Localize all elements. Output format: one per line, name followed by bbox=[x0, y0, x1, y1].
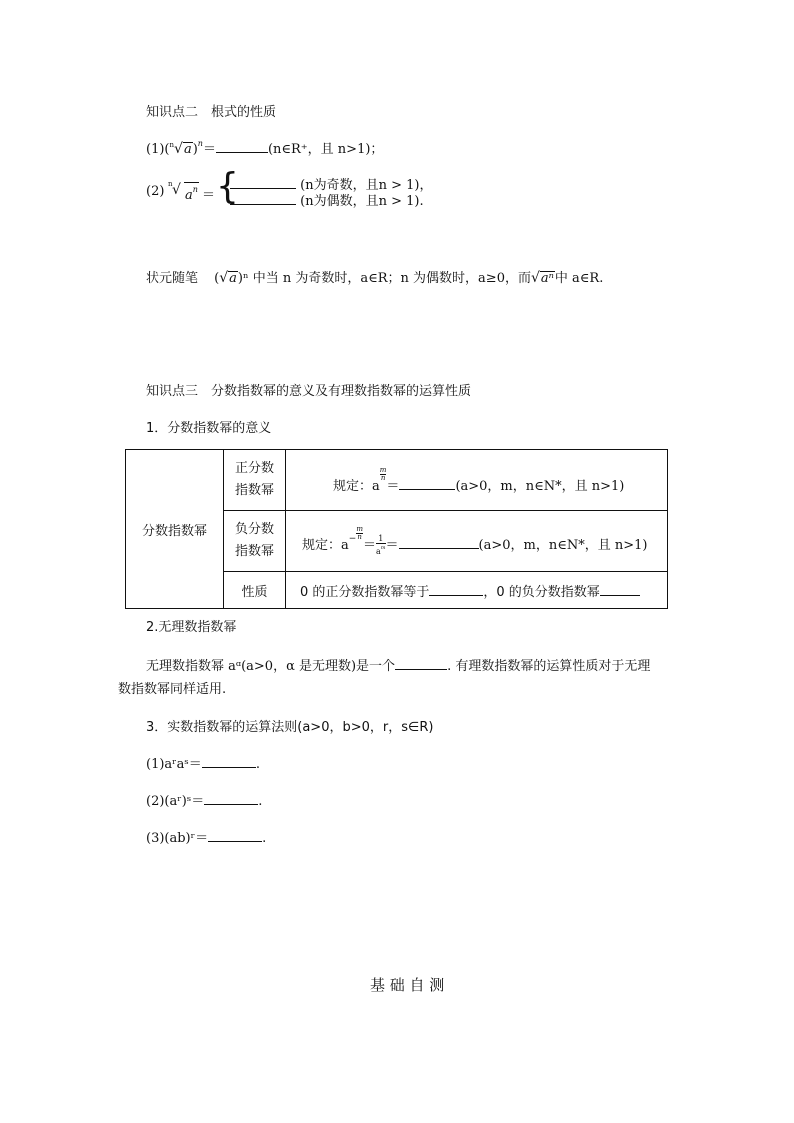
table-label-property: 性质 bbox=[224, 572, 286, 609]
answer-blank[interactable] bbox=[208, 829, 262, 842]
radical-sign-icon: √ bbox=[530, 270, 540, 286]
rule-2 bbox=[146, 790, 262, 809]
case2-condition: (n为偶数，且n > 1). bbox=[300, 194, 424, 209]
table-label-positive bbox=[224, 450, 286, 511]
radicand: aⁿ bbox=[540, 271, 554, 286]
rule-prefix: 规定： bbox=[333, 478, 373, 494]
irrational-para-line2: 数指数幂同样适用. bbox=[118, 682, 227, 697]
section2-title: 知识点二 根式的性质 bbox=[146, 105, 277, 120]
rule-condition: (a>0，m，n∈N*，且 n>1) bbox=[455, 478, 625, 494]
equals-sign: ＝ bbox=[386, 478, 400, 494]
exp-num: m bbox=[356, 524, 363, 533]
period: . bbox=[255, 757, 260, 772]
radicand-group bbox=[184, 182, 199, 202]
case1-condition: (n为奇数，且n > 1)， bbox=[300, 178, 433, 193]
answer-blank[interactable] bbox=[429, 583, 483, 596]
note-text-b: )ⁿ 中当 n 为奇数时，a∈R；n 为偶数时，a≥0，而 bbox=[237, 271, 531, 286]
period: . bbox=[262, 831, 267, 846]
radical-sign-icon: √ bbox=[172, 182, 181, 198]
case1-blank[interactable] bbox=[230, 176, 296, 189]
section3-title: 知识点三 分数指数幂的意义及有理数指数幂的运算性质 bbox=[146, 384, 472, 399]
radicand: a bbox=[183, 142, 192, 157]
table-label-negative bbox=[224, 511, 286, 572]
exponent-fraction bbox=[356, 526, 363, 541]
radical-index: n bbox=[169, 141, 175, 149]
rule-3 bbox=[146, 827, 266, 846]
property-1 bbox=[146, 138, 383, 157]
reciprocal-fraction bbox=[376, 534, 386, 556]
property-text-a: 0 的正分数指数幂等于 bbox=[300, 584, 430, 600]
table-row-header: 分数指数幂 bbox=[126, 450, 224, 609]
footer-heading: 基 础 自 测 bbox=[370, 976, 445, 994]
property-1-label: (1)( bbox=[146, 142, 170, 157]
note bbox=[146, 267, 603, 286]
answer-blank[interactable] bbox=[204, 792, 258, 805]
para-text-b: . 有理数指数幂的运算性质对于无理 bbox=[447, 659, 651, 674]
frac-num: 1 bbox=[376, 534, 386, 544]
label-line: 指数幂 bbox=[234, 483, 274, 498]
subheading-3: 3．实数指数幂的运算法则(a>0，b>0，r，s∈R) bbox=[146, 720, 434, 735]
rule-prefix: 规定： bbox=[302, 537, 342, 553]
exp-den: n bbox=[380, 473, 386, 482]
radical-sign-icon: √ bbox=[219, 270, 229, 286]
base: a bbox=[341, 537, 349, 553]
property-1-condition: (n∈R⁺，且 n>1)； bbox=[267, 142, 384, 157]
exp-den: n bbox=[357, 532, 362, 541]
equals-sign: ＝ bbox=[362, 537, 376, 553]
equals-sign: ＝ bbox=[385, 537, 399, 553]
fraction-exponent-table bbox=[125, 449, 668, 609]
radicand: a bbox=[229, 271, 237, 286]
table-cell-property bbox=[286, 572, 668, 609]
power: n bbox=[197, 139, 203, 148]
answer-blank[interactable] bbox=[399, 477, 455, 490]
note-text-c: 中 a∈R. bbox=[554, 271, 604, 286]
exp-sign: − bbox=[348, 533, 357, 544]
case2-blank[interactable] bbox=[230, 192, 296, 205]
note-text-a: ( bbox=[214, 271, 220, 286]
rule-1 bbox=[146, 753, 260, 772]
rule-3-text: (3)(ab)ʳ＝ bbox=[146, 831, 209, 846]
note-label: 状元随笔 bbox=[146, 271, 199, 286]
table-cell-negative-rule bbox=[286, 511, 668, 572]
paren-close: ) bbox=[192, 142, 198, 157]
radicand: a bbox=[185, 188, 193, 203]
rule-1-text: (1)aʳaˢ＝ bbox=[146, 757, 202, 772]
label-line: 负分数 bbox=[234, 522, 274, 537]
base: a bbox=[375, 547, 381, 557]
power: n bbox=[192, 185, 198, 194]
label-line: 指数幂 bbox=[234, 544, 274, 559]
para-text-a: 无理数指数幂 aᵅ(a>0，α 是无理数)是一个 bbox=[146, 659, 396, 674]
answer-blank[interactable] bbox=[395, 657, 447, 670]
label-line: 正分数 bbox=[234, 461, 274, 476]
answer-blank[interactable] bbox=[600, 583, 640, 596]
equals-sign: ＝ bbox=[202, 188, 216, 203]
left-brace-icon: { bbox=[216, 166, 239, 207]
radical-sign-icon: √ bbox=[174, 141, 183, 157]
answer-blank[interactable] bbox=[202, 755, 256, 768]
answer-blank[interactable] bbox=[216, 140, 268, 153]
subheading-2: 2.无理数指数幂 bbox=[146, 620, 237, 635]
property-2-label: (2) bbox=[146, 184, 165, 199]
rule-2-text: (2)(aʳ)ˢ＝ bbox=[146, 794, 205, 809]
radical-index: n bbox=[168, 180, 173, 188]
property-text-b: ，0 的负分数指数幂 bbox=[483, 584, 600, 600]
exp-num: m bbox=[379, 465, 387, 474]
exp-num: m bbox=[380, 545, 386, 552]
irrational-para-line1 bbox=[146, 655, 650, 674]
equals-sign: ＝ bbox=[202, 142, 216, 157]
table-cell-positive-rule bbox=[286, 450, 668, 511]
rule-condition: (a>0，m，n∈N*，且 n>1) bbox=[478, 537, 648, 553]
answer-blank[interactable] bbox=[399, 536, 479, 549]
frac-den bbox=[376, 544, 386, 556]
subheading-1: 1．分数指数幂的意义 bbox=[146, 421, 272, 436]
period: . bbox=[258, 794, 263, 809]
base: a bbox=[372, 478, 380, 494]
